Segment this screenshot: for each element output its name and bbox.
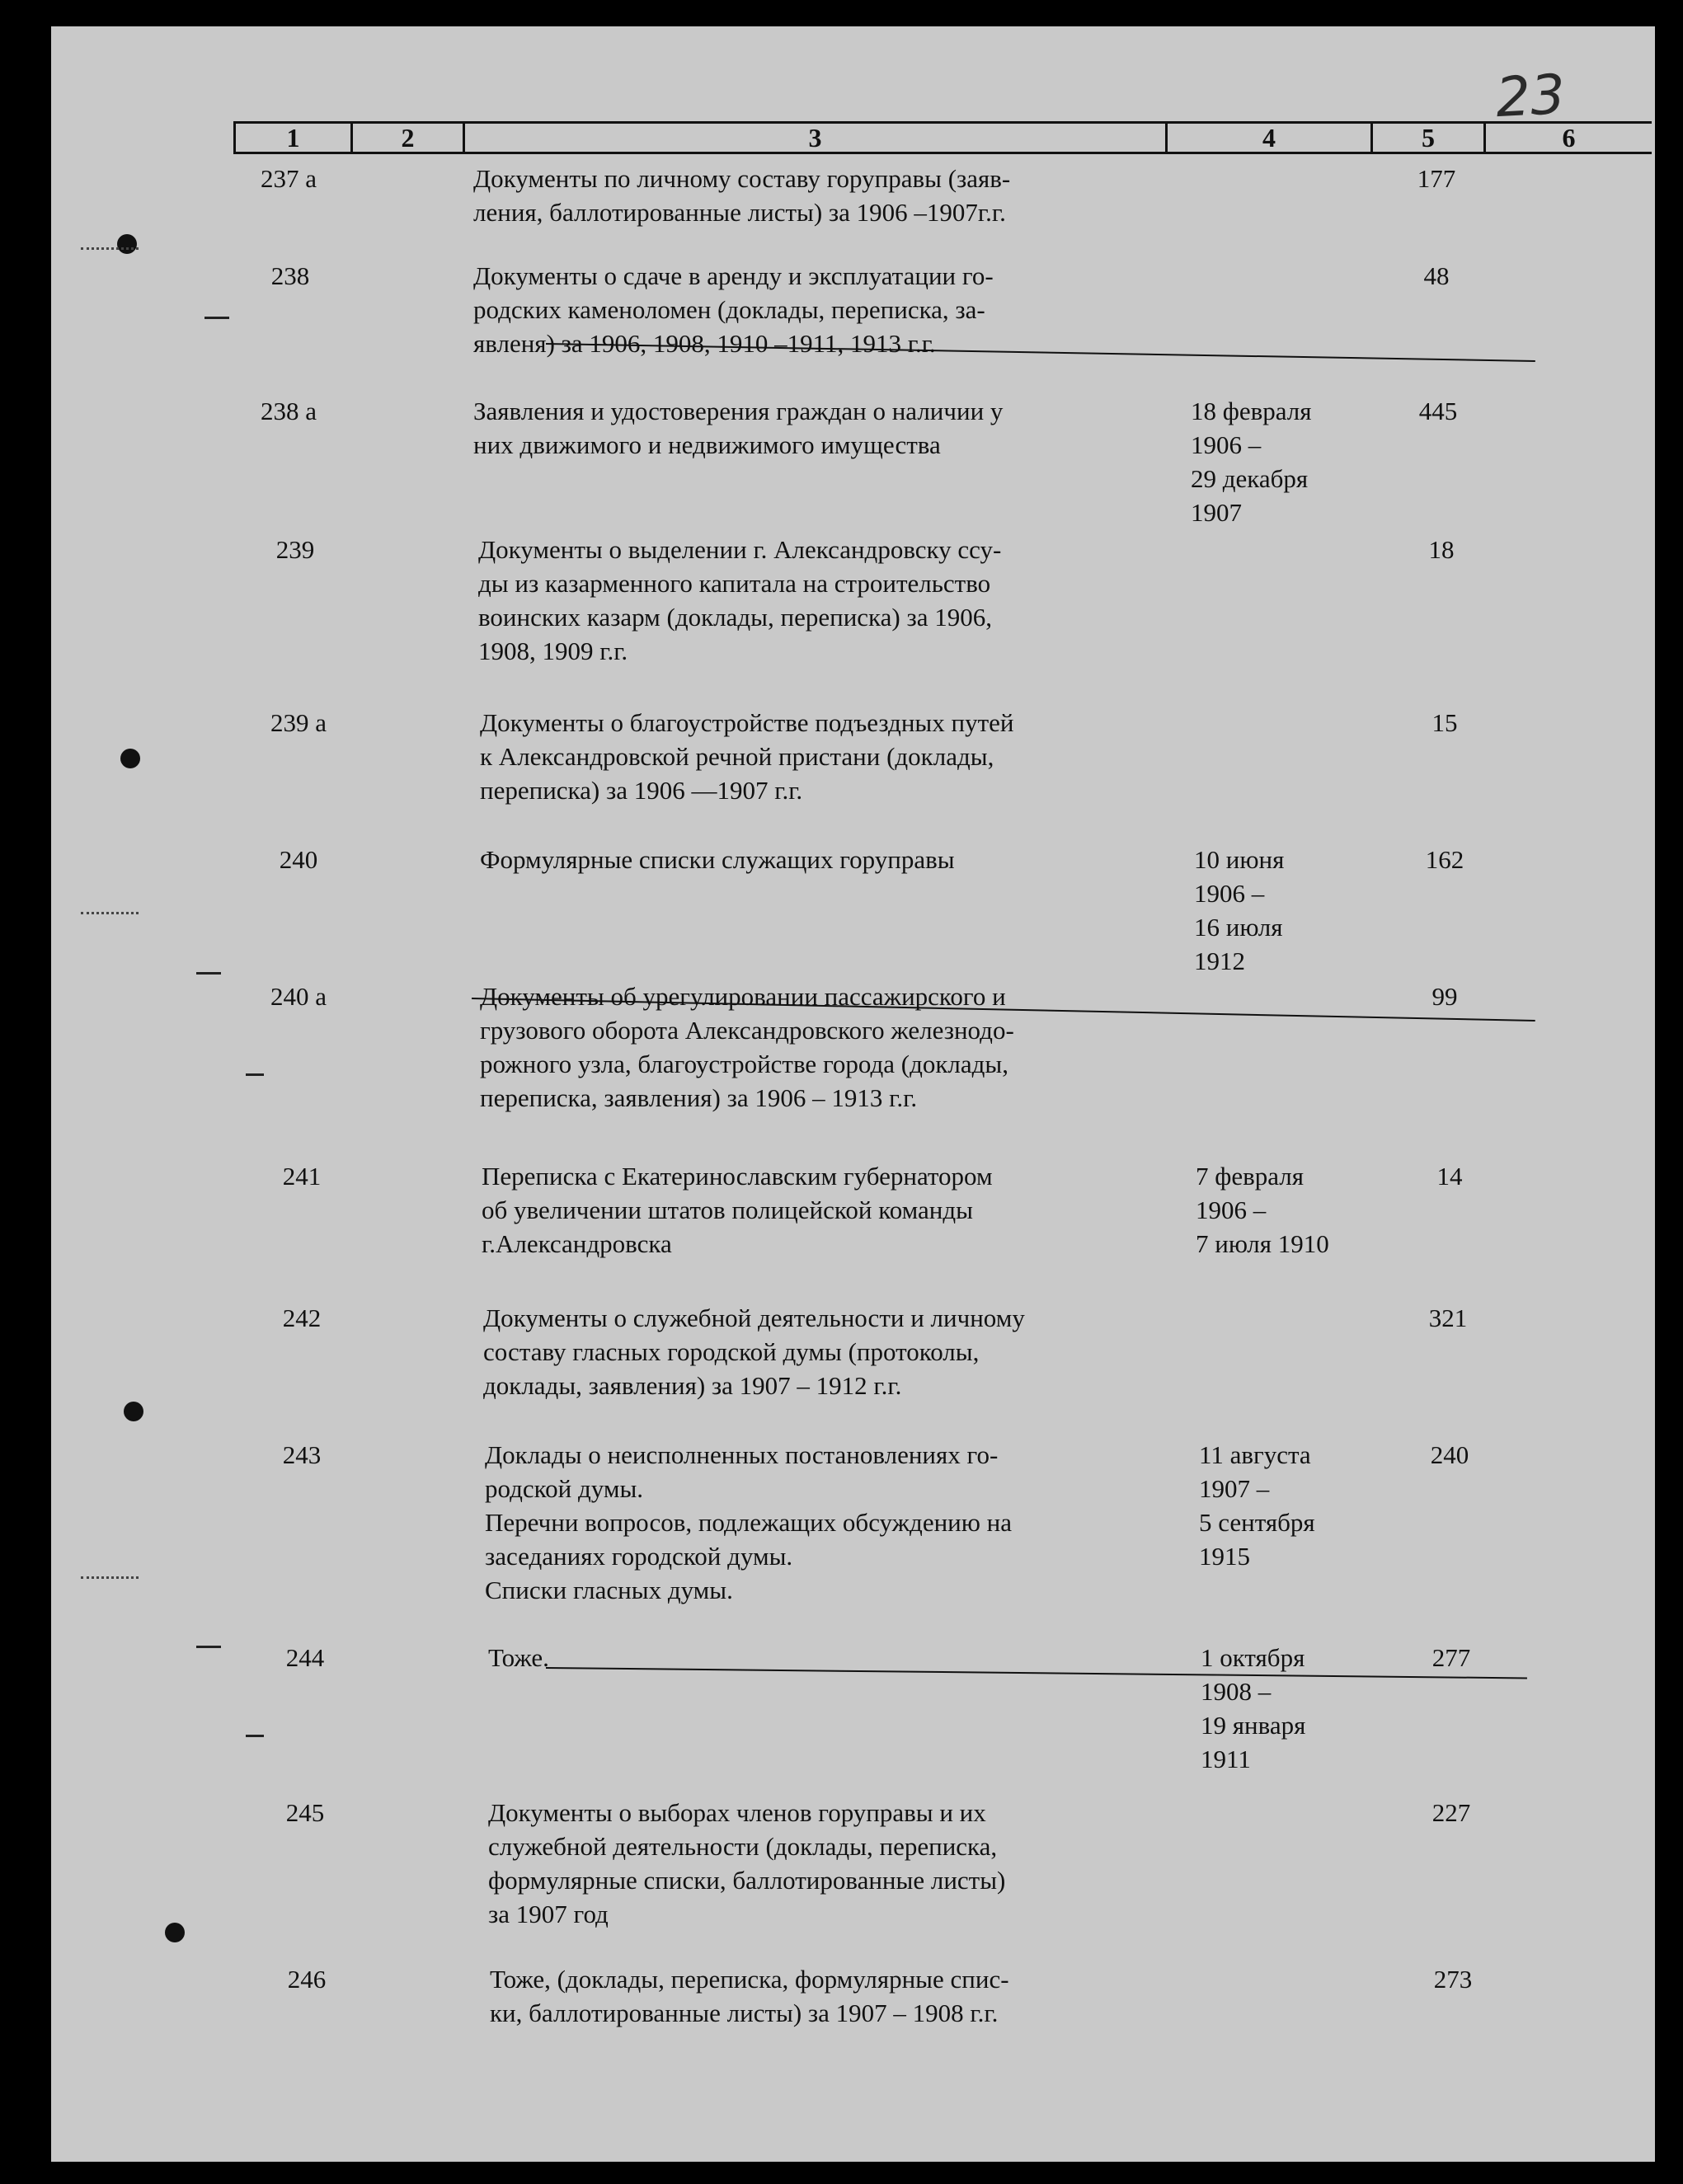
item-number: 239 [275,535,315,564]
table-header [233,121,1652,154]
margin-tick [204,317,229,319]
item-sheet-count: 227 [1431,1798,1471,1827]
item-number: 238 а [260,397,317,425]
item-dates: 7 февраля 1906 – 7 июля 1910 [1196,1162,1329,1258]
item-number: 242 [282,1303,322,1332]
item-number: 240 [279,845,318,874]
item-description: Документы об урегулировании пассажирского и грузового оборота Александровского железнодо- рожного узла, благоустройстве города (доклады, переписка, заявления) за 1906 – 1913 г.г. [480,982,1014,1112]
item-sheet-count: 18 [1428,535,1455,564]
item-number: 244 [285,1643,325,1672]
item-description: Документы о выборах членов горуправы и их служебной деятельности (доклады, переписка, формулярные списки, баллотированные листы) за 1907 год [488,1798,1006,1928]
item-description: Формулярные списки служащих горуправы [480,845,955,874]
page-number: 23 [1494,62,1567,130]
binder-hole-icon [117,234,137,254]
item-description: Заявления и удостоверения граждан о наличии у них движимого и недвижимого имущества [473,397,1004,459]
margin-dots [81,912,139,914]
item-description: Переписка с Екатеринославским губернатором об увеличении штатов полицейской команды г.Александровска [482,1162,993,1258]
margin-dots [81,247,139,250]
item-number: 246 [287,1965,327,1994]
item-description: Документы о служебной деятельности и личному составу гласных городской думы (протоколы, доклады, заявления) за 1907 – 1912 г.г. [483,1303,1025,1400]
column-header-4: 4 [1168,124,1373,152]
item-number: 237 а [260,164,317,193]
item-description: Документы о сдаче в аренду и эксплуатации го- родских каменоломен (доклады, переписка, за- явленя) за 1906, 1908, 1910 –1911, 1913 г.г. [473,261,994,358]
column-header-2: 2 [353,124,465,152]
item-sheet-count: 277 [1431,1643,1471,1672]
margin-tick [196,972,221,975]
column-header-3: 3 [465,124,1168,152]
item-sheet-count: 15 [1431,708,1458,737]
item-sheet-count: 99 [1431,982,1458,1011]
item-description: Тоже, (доклады, переписка, формулярные спис- ки, баллотированные листы) за 1907 – 1908 г.г. [490,1965,1009,2027]
binder-hole-icon [120,749,140,768]
column-header-1: 1 [236,124,353,152]
item-sheet-count: 48 [1423,261,1450,290]
item-description: Документы по личному составу горуправы (заяв- ления, баллотированные листы) за 1906 –1907г.г. [473,164,1011,227]
item-number: 243 [282,1440,322,1469]
item-sheet-count: 162 [1425,845,1464,874]
item-description: Доклады о неисполненных постановлениях го- родской думы. Перечни вопросов, подлежащих обсуждению на заседаниях городской думы. Списки гласных думы. [485,1440,1013,1604]
item-sheet-count: 273 [1433,1965,1473,1994]
item-number: 240 а [270,982,327,1011]
margin-tick [246,1073,264,1076]
margin-dots [81,1576,139,1579]
binder-hole-icon [124,1402,143,1421]
item-dates: 1 октября 1908 – 19 января 1911 [1201,1643,1306,1773]
item-dates: 10 июня 1906 – 16 июля 1912 [1194,845,1285,975]
item-sheet-count: 14 [1436,1162,1463,1191]
item-description: Документы о благоустройстве подъездных путей к Александровской речной пристани (доклады, переписка) за 1906 —1907 г.г. [480,708,1014,805]
item-number: 245 [285,1798,325,1827]
margin-tick [246,1735,264,1737]
item-sheet-count: 321 [1428,1303,1468,1332]
item-number: 241 [282,1162,322,1191]
item-sheet-count: 177 [1417,164,1456,193]
archive-page [51,26,1655,2162]
item-description: Тоже. [488,1643,549,1672]
column-header-6: 6 [1562,122,1576,153]
column-header-5: 5 [1373,124,1486,152]
item-number: 239 а [270,708,327,737]
item-sheet-count: 445 [1418,397,1458,425]
margin-tick [196,1646,221,1648]
binder-hole-icon [165,1923,185,1942]
item-dates: 11 августа 1907 – 5 сентября 1915 [1199,1440,1315,1571]
item-dates: 18 февраля 1906 – 29 декабря 1907 [1191,397,1312,527]
item-number: 238 [270,261,310,290]
item-description: Документы о выделении г. Александровску ссу- ды из казарменного капитала на строительство воинских казарм (доклады, переписка) за 1906, 1908, 1909 г.г. [478,535,1002,665]
item-sheet-count: 240 [1430,1440,1469,1469]
